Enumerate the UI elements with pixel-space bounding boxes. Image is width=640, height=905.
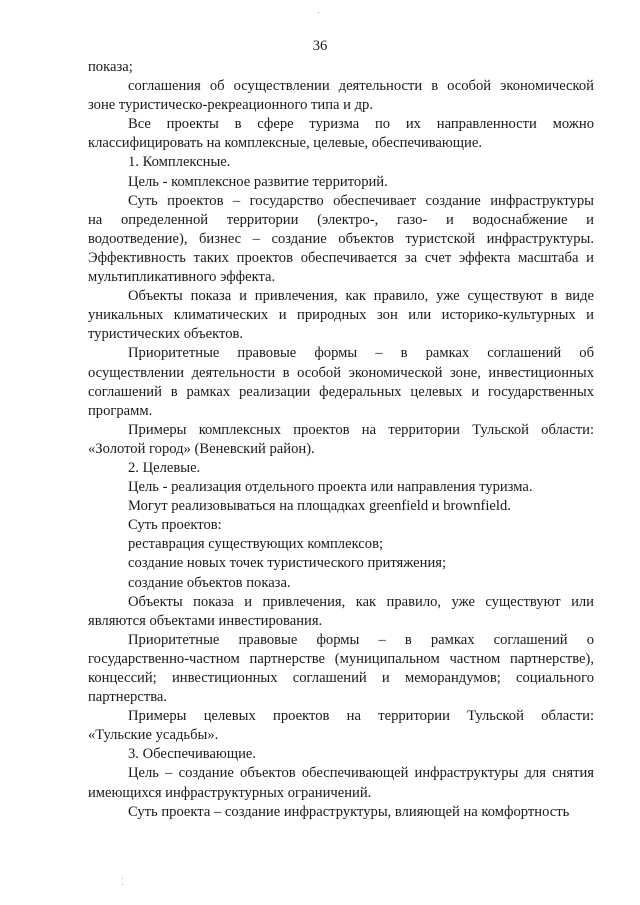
text-line: государственно-частном партнерстве (муниципальном частном партнерстве), xyxy=(88,650,594,667)
text-line: показа; xyxy=(88,59,133,75)
paragraph xyxy=(88,287,594,344)
text-line: партнерства. xyxy=(88,689,168,706)
page-number: 36 xyxy=(312,38,328,54)
paragraph xyxy=(88,173,594,192)
text-line: «Золотой город» (Веневский район). xyxy=(88,440,315,457)
paragraph xyxy=(88,554,594,573)
paragraph xyxy=(88,421,594,459)
text-line: уникальных климатических и природных зон или историко-культурных и xyxy=(88,307,594,324)
text-line: реставрация существующих комплексов; xyxy=(128,536,384,553)
text-line: Все проекты в сфере туризма по их направленности можно xyxy=(128,116,594,133)
text-line: зоне туристическо-рекреационного типа и др. xyxy=(88,97,373,114)
paragraph xyxy=(88,459,594,478)
scan-speck xyxy=(318,12,319,13)
text-line: 1. Комплексные. xyxy=(128,154,231,171)
text-line: Объекты показа и привлечения, как правило, уже существуют в виде xyxy=(128,288,594,305)
text-line: соглашения об осуществлении деятельности в особой экономической xyxy=(128,78,594,95)
text-line: Эффективность таких проектов обеспечивается за счет эффекта масштаба и xyxy=(88,249,594,266)
scan-speck xyxy=(122,878,123,879)
paragraph xyxy=(88,478,594,497)
text-line: Суть проектов – государство обеспечивает создание инфраструктуры xyxy=(128,192,594,209)
text-line: Приоритетные правовые формы – в рамках соглашений об xyxy=(128,345,594,362)
text-line: 3. Обеспечивающие. xyxy=(128,746,257,763)
text-line: 2. Целевые. xyxy=(128,459,201,476)
text-line: водоотведение), бизнес – создание объектов туристской инфраструктуры. xyxy=(88,230,594,247)
text-line: концессий; инвестиционных соглашений и меморандумов; социального xyxy=(88,670,594,686)
text-line: Цель - реализация отдельного проекта или направления туризма. xyxy=(128,479,533,496)
text-line: мультипликативного эффекта. xyxy=(88,269,276,286)
paragraph xyxy=(88,77,594,115)
text-line: на определенной территории (электро-, газо- и водоснабжение и xyxy=(88,211,594,228)
paragraph xyxy=(88,115,594,153)
text-line: Объекты показа и привлечения, как правило, уже существуют или xyxy=(128,593,594,610)
text-line: Цель - комплексное развитие территорий. xyxy=(128,173,388,190)
document-body xyxy=(88,58,594,822)
text-line: Могут реализовываться на площадках greenfield и brownfield. xyxy=(128,498,511,515)
paragraph xyxy=(88,516,594,535)
text-line: осуществлении деятельности в особой экономической зоне, инвестиционных xyxy=(88,364,594,381)
text-line: Приоритетные правовые формы – в рамках соглашений о xyxy=(128,631,594,648)
text-line: являются объектами инвестирования. xyxy=(88,612,323,629)
text-line: Суть проекта – создание инфраструктуры, влияющей на комфортность xyxy=(128,803,570,820)
text-line: Примеры комплексных проектов на территории Тульской области: xyxy=(128,421,594,438)
paragraph xyxy=(88,574,594,593)
paragraph xyxy=(88,153,594,172)
text-line: программ. xyxy=(88,402,153,419)
paragraph xyxy=(88,593,594,631)
text-line: Суть проектов: xyxy=(128,517,222,534)
paragraph xyxy=(88,764,594,802)
text-line: «Тульские усадьбы». xyxy=(88,727,219,744)
text-line: классифицировать на комплексные, целевые, обеспечивающие. xyxy=(88,135,482,152)
paragraph xyxy=(88,58,594,77)
text-line: создание новых точек туристического притяжения; xyxy=(128,555,447,572)
paragraph xyxy=(88,192,594,287)
paragraph xyxy=(88,497,594,516)
text-line: Цель – создание объектов обеспечивающей инфраструктуры для снятия xyxy=(128,765,594,782)
paragraph xyxy=(88,631,594,707)
text-line: туристических объектов. xyxy=(88,326,244,343)
text-line: создание объектов показа. xyxy=(128,574,291,591)
paragraph xyxy=(88,535,594,554)
text-line: имеющихся инфраструктурных ограничений. xyxy=(88,784,372,801)
text-line: Примеры целевых проектов на территории Тульской области: xyxy=(128,708,594,725)
text-line: соглашений в рамках реализации федеральных целевых и государственных xyxy=(88,383,594,400)
paragraph xyxy=(88,707,594,745)
scan-speck xyxy=(122,884,123,885)
paragraph xyxy=(88,344,594,420)
paragraph xyxy=(88,803,594,822)
paragraph xyxy=(88,745,594,764)
